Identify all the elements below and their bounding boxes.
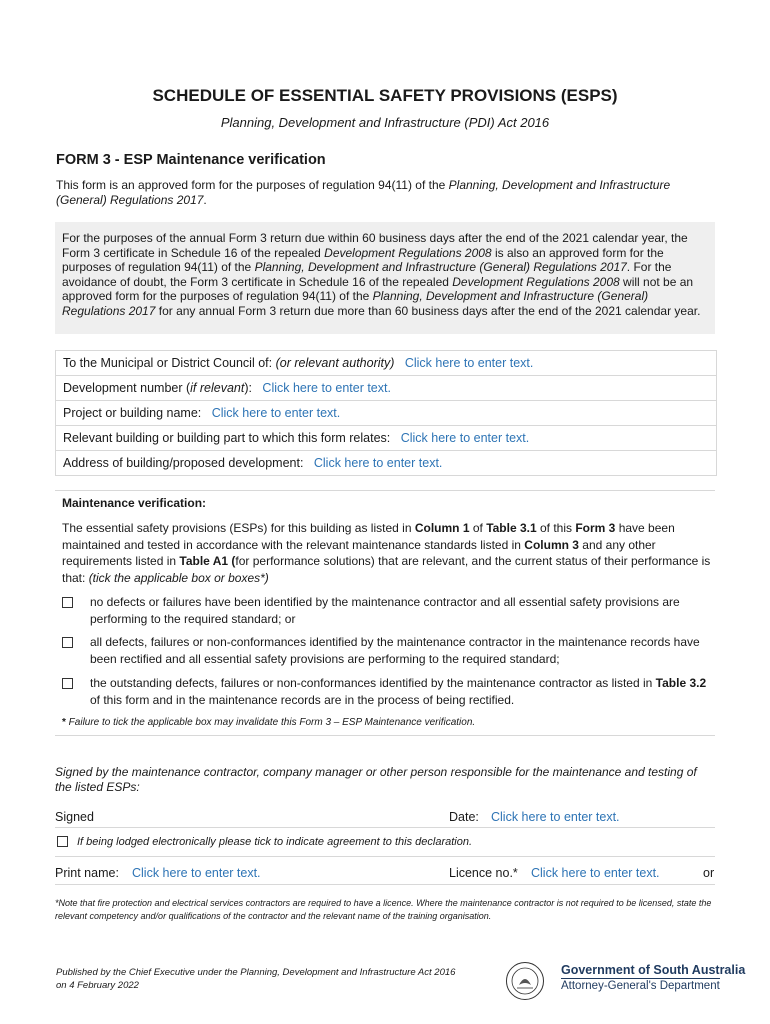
- page-title: SCHEDULE OF ESSENTIAL SAFETY PROVISIONS (ESPS): [152, 86, 618, 105]
- licence-footnote: *Note that fire protection and electrical services contractors are required to have a licence. Where the maintenance contractor is not required to be licensed, state the relevant competency and/or qualifications of the contractor and the relevant name of the training organisation.: [55, 898, 712, 921]
- form-heading: FORM 3 - ESP Maintenance verification: [56, 152, 326, 168]
- failure-note: * Failure to tick the applicable box may invalidate this Form 3 – ESP Maintenance verification.: [62, 717, 476, 728]
- licence-label: Licence no.*: [449, 866, 518, 880]
- or-label: or: [703, 866, 715, 880]
- checkbox-icon[interactable]: [62, 678, 73, 689]
- field-row-development-number: Development number (if relevant): Click here to enter text.: [56, 376, 716, 401]
- state-seal-icon: [505, 961, 545, 1001]
- date-input[interactable]: Click here to enter text.: [491, 810, 620, 824]
- act-subtitle: Planning, Development and Infrastructure (PDI) Act 2016: [220, 115, 550, 130]
- divider: [55, 827, 715, 828]
- address-input[interactable]: Click here to enter text.: [313, 456, 443, 470]
- published-note: Published by the Chief Executive under the Planning, Development and Infrastructure Act 2016 on 4 February 2022: [56, 967, 456, 991]
- checkbox-icon[interactable]: [62, 597, 73, 608]
- option-defects-rectified[interactable]: all defects, failures or non-conformances identified by the maintenance contractor in the maintenance records have been rectified and all essential safety provisions are performing to the required standard;: [62, 634, 712, 667]
- building-part-input[interactable]: Click here to enter text.: [400, 431, 530, 445]
- project-name-input[interactable]: Click here to enter text.: [211, 406, 341, 420]
- electronic-agreement-label: If being lodged electronically please tick to indicate agreement to this declaration.: [77, 836, 473, 848]
- checkbox-icon[interactable]: [62, 637, 73, 648]
- option-outstanding-defects[interactable]: the outstanding defects, failures or non-conformances identified by the maintenance contractor as listed in Table 3.2 of this form and in the maintenance records are in the process of being rectified.: [62, 675, 712, 708]
- option-no-defects[interactable]: no defects or failures have been identified by the maintenance contractor and all essential safety provisions are performing to the required standard; or: [62, 594, 712, 627]
- field-row-council: To the Municipal or District Council of: (or relevant authority) Click here to enter text.: [56, 351, 716, 376]
- government-logo-text: Government of South Australia: [561, 963, 746, 977]
- divider: [55, 884, 715, 885]
- details-table: [55, 350, 717, 476]
- field-row-address: Address of building/proposed development: Click here to enter text.: [63, 456, 443, 470]
- maintenance-heading: Maintenance verification:: [62, 496, 207, 510]
- transition-note-text: For the purposes of the annual Form 3 return due within 60 business days after the end of the 2021 calendar year, the Form 3 certificate in Schedule 16 of the repealed Development Regulations 2008 is also an approved form for the purposes of regulation 94(11) of the Planning, Development and Infrastructure (General) Regulations 2017. For the avoidance of doubt, the Form 3 certificate in Schedule 16 of the repealed Development Regulations 2008 will not be an approved form for the purposes of regulation 94(11) of the Planning, Development and Infrastructure (General) Regulations 2017 for any annual Form 3 return due more than 60 business days after the end of the 2021 calendar year.: [62, 231, 701, 318]
- form-intro: This form is an approved form for the purposes of regulation 94(11) of the Planning, Development and Infrastructure (General) Regulations 2017.: [56, 178, 671, 207]
- divider: [55, 856, 715, 857]
- signing-intro: Signed by the maintenance contractor, company manager or other person responsible for the maintenance and testing of the listed ESPs:: [55, 765, 697, 794]
- licence-input[interactable]: Click here to enter text.: [531, 866, 660, 880]
- logo-divider: [561, 978, 720, 979]
- council-input[interactable]: Click here to enter text.: [404, 356, 534, 370]
- field-row-project-name: Project or building name: Click here to enter text.: [56, 401, 716, 426]
- maintenance-statement: The essential safety provisions (ESPs) for this building as listed in Column 1 of Table 3.1 of this Form 3 have been maintained and tested in accordance with the relevant maintenance standards listed in Column 3 and any other requirements listed in Table A1 (for performance solutions) that are relevant, and the current status of their performance is that: (tick the applicable box or boxes*): [62, 521, 711, 585]
- date-label: Date:: [449, 810, 479, 824]
- development-number-input[interactable]: Click here to enter text.: [262, 381, 391, 395]
- field-row-building-part: Relevant building or building part to which this form relates: Click here to enter text.: [56, 426, 716, 451]
- print-name-label: Print name:: [55, 866, 119, 880]
- department-logo-text: Attorney-General's Department: [561, 980, 720, 992]
- print-name-input[interactable]: Click here to enter text.: [132, 866, 261, 880]
- signed-label: Signed: [55, 810, 94, 824]
- electronic-agreement-checkbox[interactable]: [57, 836, 68, 847]
